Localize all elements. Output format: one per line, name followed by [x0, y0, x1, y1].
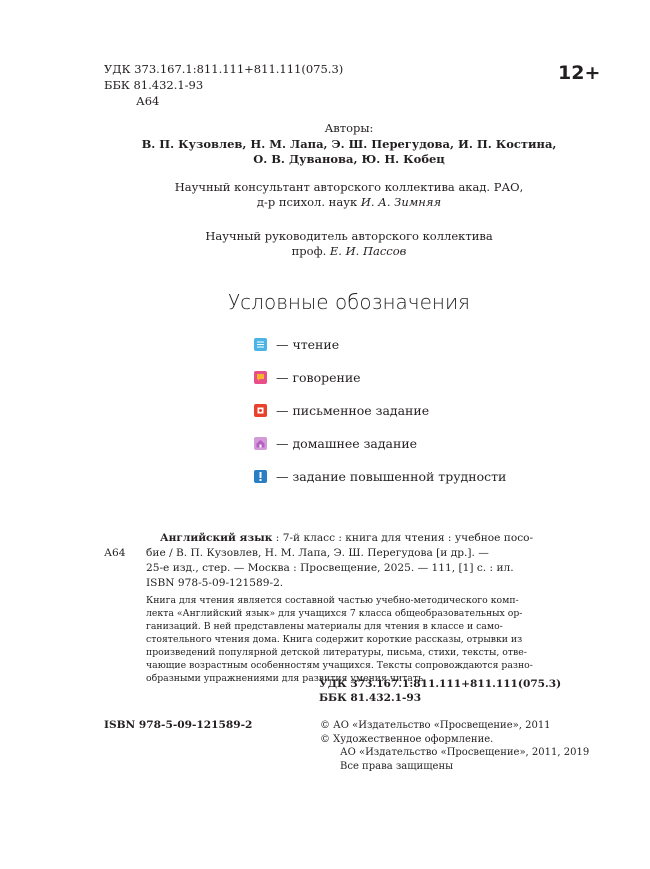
legend-label: — домашнее задание: [276, 436, 418, 451]
reading-icon: [254, 338, 267, 351]
consultant-degree: д-р психол. наук: [256, 195, 361, 209]
annotation-line: чающие возрастным особенностям учащихся. Тексты сопровождаются разно-: [146, 660, 533, 671]
leader-line2: [104, 244, 594, 259]
header-bbk: ББК 81.432.1-93: [104, 78, 204, 92]
difficult-task-icon: [254, 470, 267, 483]
leader-name: Е. И. Пассов: [329, 244, 407, 258]
speaking-icon: [254, 371, 267, 384]
copyright-line: © АО «Издательство «Просвещение», 2011: [320, 720, 551, 731]
annotation-line: ганизаций. В ней представлены материалы для чтения в классе и само-: [146, 621, 503, 632]
legend-title: Условные обозначения: [227, 290, 471, 314]
writing-icon: [254, 404, 267, 417]
copyright-line: АО «Издательство «Просвещение», 2011, 2019: [340, 747, 590, 758]
annotation-line: произведений популярной детской литературы, письма, стихи, тексты, отве-: [146, 647, 527, 658]
legend-label: — говорение: [276, 370, 361, 385]
biblio-line1: [160, 531, 600, 546]
annotation-line: образными упражнениями для развития умения читать.: [146, 673, 427, 684]
legend-label: — письменное задание: [276, 403, 430, 418]
leader-degree: проф.: [291, 244, 330, 258]
legend-item-homework: [254, 436, 417, 451]
biblio-isbn: ISBN 978-5-09-121589-2.: [146, 577, 284, 589]
authors-line2: О. В. Дуванова, Ю. Н. Кобец: [253, 152, 445, 166]
biblio-udk: УДК 373.167.1:811.111+811.111(075.3): [319, 678, 562, 690]
copyright-line: Все права защищены: [340, 760, 454, 772]
consultant-line2: [104, 195, 594, 210]
biblio-code: А64: [104, 547, 126, 559]
authors-label: Авторы:: [324, 121, 374, 135]
footer-isbn: ISBN 978-5-09-121589-2: [104, 719, 253, 731]
biblio-title: Английский язык: [160, 532, 273, 544]
age-rating: 12+: [558, 62, 601, 84]
legend-item-reading: [254, 337, 339, 352]
biblio-line3: 25-е изд., стер. — Москва : Просвещение, 2025. — 111, [1] с. : ил.: [146, 562, 514, 574]
legend-item-writing: [254, 403, 429, 418]
header-udk: УДК 373.167.1:811.111+811.111(075.3): [104, 62, 344, 76]
legend-label: — задание повышенной трудности: [276, 469, 507, 484]
consultant-line1: Научный консультант авторского коллектива акад. РАО,: [174, 180, 524, 194]
legend-item-difficult: [254, 469, 506, 484]
leader-line1: Научный руководитель авторского коллектива: [205, 229, 493, 243]
annotation-line: лекта «Английский язык» для учащихся 7 класса общеобразовательных ор-: [146, 608, 523, 619]
copyright-block: [320, 719, 590, 773]
annotation-line: стоятельного чтения дома. Книга содержит короткие рассказы, отрывки из: [146, 634, 523, 645]
legend-label: — чтение: [276, 337, 340, 352]
biblio-bbk: ББК 81.432.1-93: [319, 692, 422, 704]
biblio-line1-rest: : 7-й класс : книга для чтения : учебное посо-: [272, 532, 534, 544]
homework-icon: [254, 437, 267, 450]
authors-line1: В. П. Кузовлев, Н. М. Лапа, Э. Ш. Перегудова, И. П. Костина,: [141, 137, 557, 151]
biblio-line2: бие / В. П. Кузовлев, Н. М. Лапа, Э. Ш. Перегудова [и др.]. —: [146, 547, 489, 559]
legend-item-speaking: [254, 370, 361, 385]
annotation-line: Книга для чтения является составной частью учебно-методического комп-: [146, 595, 519, 606]
annotation: [146, 594, 606, 685]
copyright-line: © Художественное оформление.: [320, 733, 494, 745]
consultant-name: И. А. Зимняя: [360, 195, 442, 209]
header-code: А64: [136, 94, 160, 108]
